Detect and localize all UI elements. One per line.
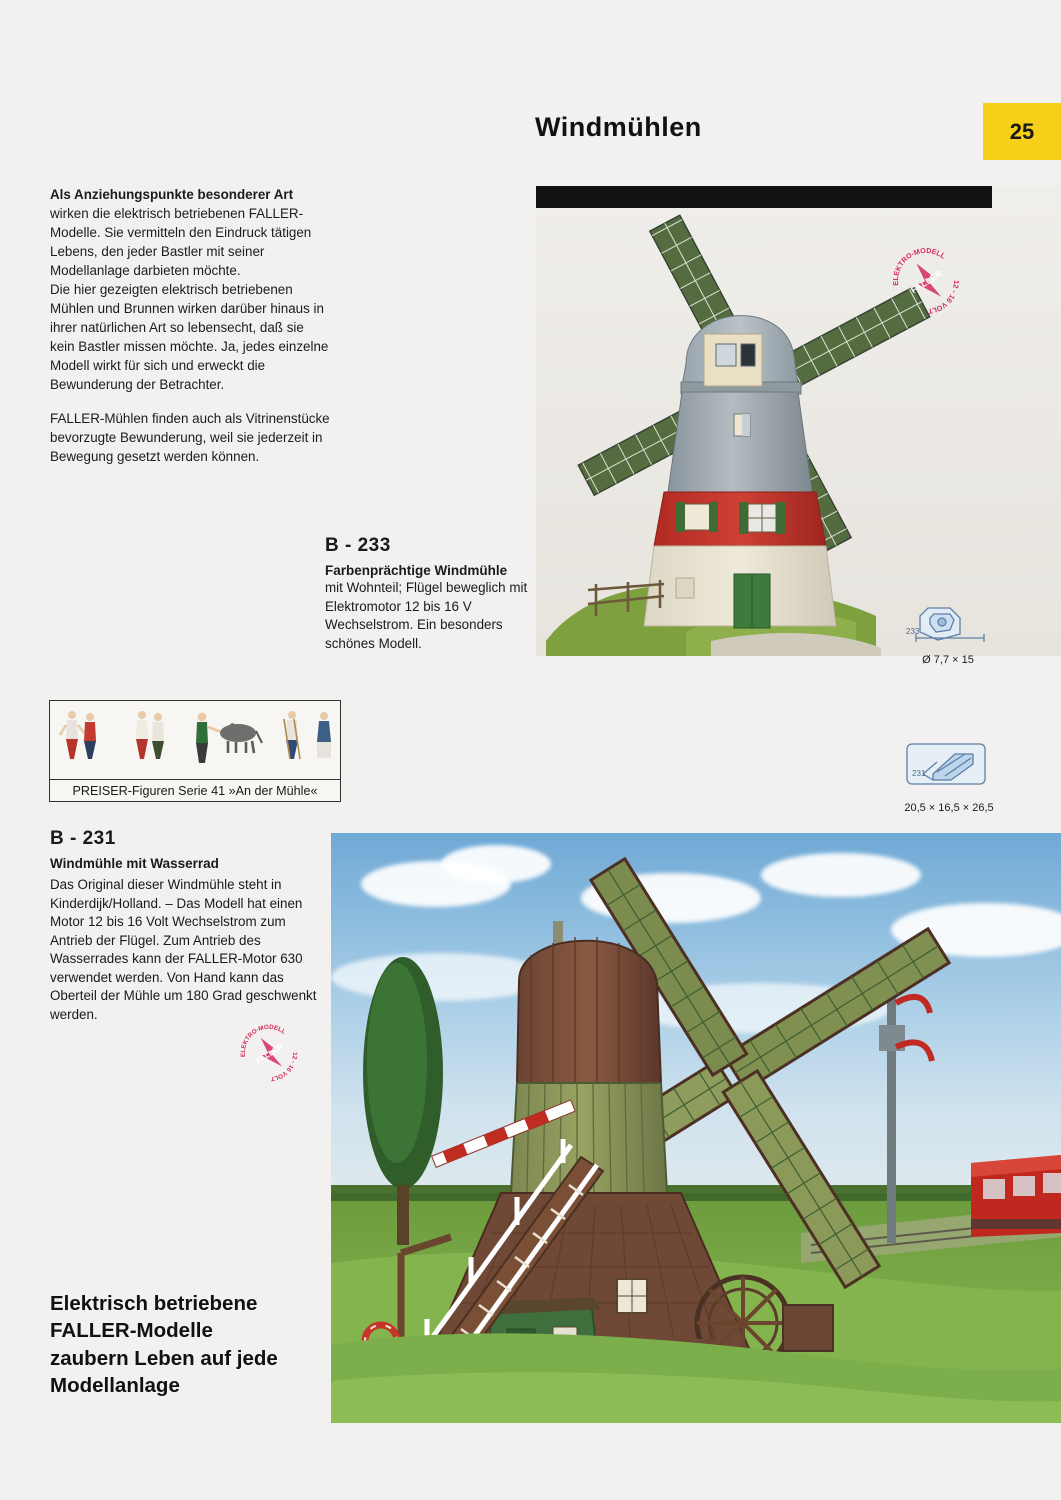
svg-text:FALLER: FALLER xyxy=(909,268,945,296)
product-description-231: Das Original dieser Windmühle steht in Kinderdijk/Holland. – Das Modell hat einen Motor 12 bis 16 Volt Wechselstrom zum Antrieb der Flügel. Zum Antrieb des Wasserrades kann der FALLER-Motor 630 verwendet werden. Von Hand kann das Oberteil der Mühle um 180 Grad geschwenkt werden. xyxy=(50,877,317,1022)
intro-paragraph-1: wirken die elektrisch betriebenen FALLER-Modelle. Sie vermitteln den Eindruck tätigen Lebens, den jeder Bastler mit seiner Modellanlage darbieten möchte. xyxy=(50,206,312,279)
intro-lead xyxy=(50,185,330,280)
elektro-modell-stamp-231 xyxy=(238,1022,300,1084)
preiser-figures-illustration xyxy=(50,701,340,779)
svg-text:FALLER: FALLER xyxy=(254,1041,285,1066)
windmill-231-illustration xyxy=(331,833,1061,1423)
product-block-233 xyxy=(325,535,555,653)
intro-lead-bold: Als Anziehungspunkte besonderer Art xyxy=(50,187,294,202)
product-subtitle-233: Farbenprächtige Windmühle xyxy=(325,563,508,578)
product-block-231 xyxy=(50,828,322,1024)
slogan-line-3: zaubern Leben auf jede xyxy=(50,1346,278,1370)
slogan-line-1: Elektrisch betriebene xyxy=(50,1292,258,1315)
elektro-modell-stamp-233 xyxy=(890,245,962,317)
photo-windmill-231 xyxy=(331,833,1061,1423)
box-label-231: 231 xyxy=(912,769,926,778)
model-railcar xyxy=(971,1155,1061,1237)
box-label-233: 233 xyxy=(906,627,920,636)
intro-text-column xyxy=(50,185,330,466)
svg-text:12 - 16 VOLT: 12 - 16 VOLT xyxy=(270,1052,299,1083)
intro-paragraph-3: FALLER-Mühlen finden auch als Vitrinenstücke bevorzugte Bewunderung, weil sie jederzeit in Bewegung gesetzt werden können. xyxy=(50,411,330,465)
slogan-line-2: FALLER-Modelle xyxy=(50,1319,213,1343)
product-code-233: B - 233 xyxy=(325,535,391,556)
windmill-233-illustration xyxy=(536,186,1061,656)
photo-windmill-233 xyxy=(536,186,1061,656)
svg-text:ELEKTRO-MODELL: ELEKTRO-MODELL xyxy=(890,245,948,287)
preiser-figures-box xyxy=(49,700,341,802)
packaging-diagram-233 xyxy=(898,600,998,666)
page-number: 25 xyxy=(1009,118,1035,144)
box-dimensions-233: Ø 7,7 × 15 xyxy=(922,654,974,666)
photo-top-black-bar xyxy=(536,186,992,208)
product-description-233: mit Wohnteil; Flügel beweglich mit Elektromotor 12 bis 16 V Wechselstrom. Ein besonders schönes Modell. xyxy=(325,580,528,651)
product-code-231: B - 231 xyxy=(50,828,116,849)
preiser-caption: PREISER-Figuren Serie 41 »An der Mühle« xyxy=(50,779,340,801)
product-subtitle-231: Windmühle mit Wasserrad xyxy=(50,856,219,871)
page-title: Windmühlen xyxy=(535,112,702,142)
svg-text:12 - 16 VOLT: 12 - 16 VOLT xyxy=(927,279,962,316)
svg-text:ELEKTRO-MODELL: ELEKTRO-MODELL xyxy=(239,1023,287,1058)
slogan-block xyxy=(50,1290,330,1399)
slogan-line-4: Modellanlage xyxy=(50,1373,180,1397)
intro-paragraph-2: Die hier gezeigten elektrisch betriebenen Mühlen und Brunnen wirken darüber hinaus in ihrer natürlichen Art so lebensecht, daß sie kein Bastler missen möchte. Ja, jedes einzelne Modell wirkt für sich und erweckt die Bewunderung der Betrachter. xyxy=(50,282,329,393)
packaging-diagram-231 xyxy=(893,740,1005,814)
box-dimensions-231: 20,5 × 16,5 × 26,5 xyxy=(904,802,994,814)
